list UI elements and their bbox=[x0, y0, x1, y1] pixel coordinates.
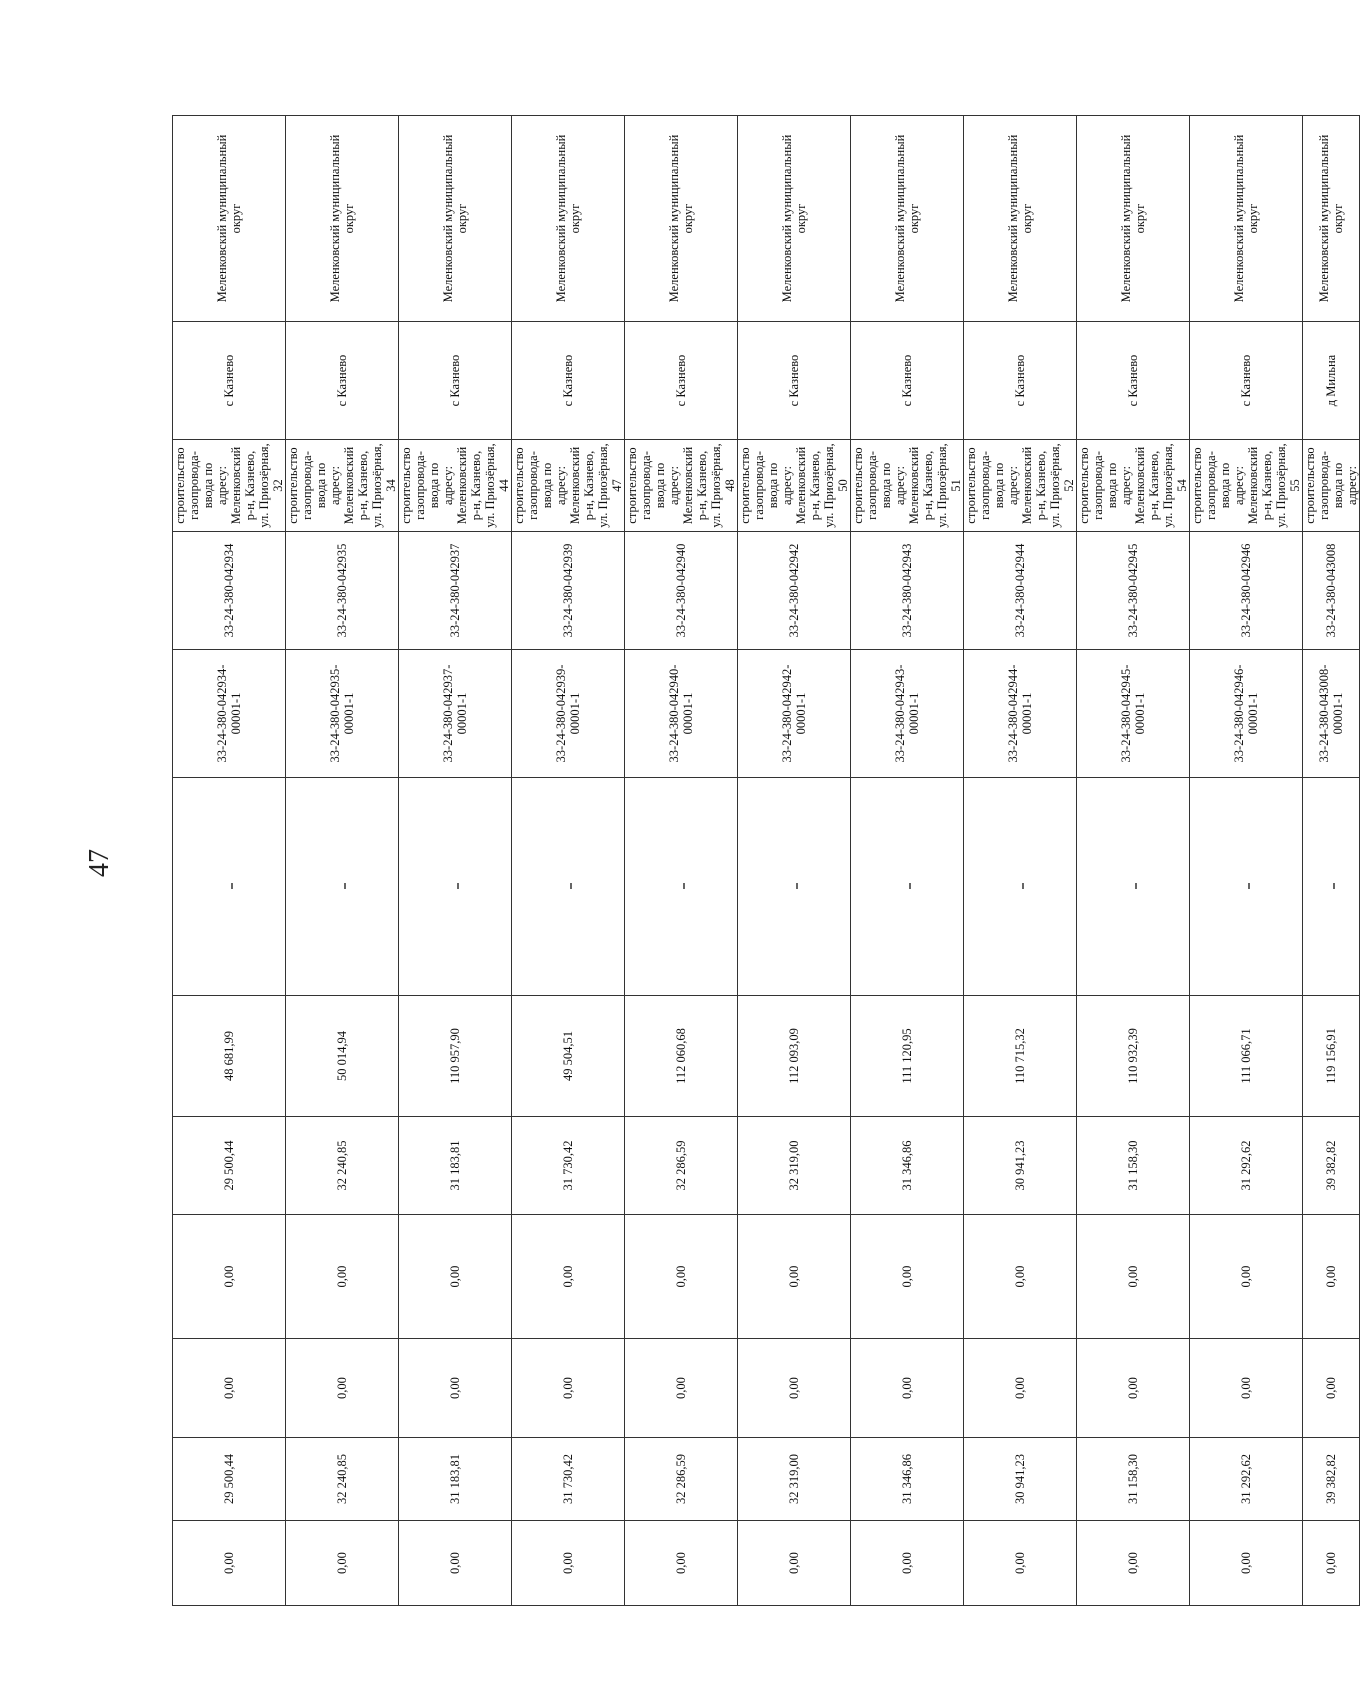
value-cell-col11: 0,00 bbox=[851, 1339, 964, 1438]
value-cell-col8: 50 014,94 bbox=[286, 996, 399, 1117]
table-row bbox=[173, 116, 286, 1606]
scan-mark bbox=[796, 884, 798, 890]
scan-mark bbox=[1248, 884, 1250, 890]
value-cell-col12: 30 941,23 bbox=[964, 1438, 1077, 1521]
value-cell-col13: 0,00 bbox=[738, 1521, 851, 1606]
mark-cell bbox=[286, 778, 399, 996]
locality-cell: с Казнево bbox=[964, 322, 1077, 440]
object-id-cell: 33-24-380-042937-00001-1 bbox=[399, 650, 512, 778]
mark-cell bbox=[851, 778, 964, 996]
mark-cell bbox=[738, 778, 851, 996]
scan-mark bbox=[1135, 884, 1137, 890]
object-description-cell: строительство газопровода-ввода по адресу: Меленковский р-н, Казнево, ул. Приозёрная, 48 bbox=[625, 440, 738, 532]
district-cell: Меленковский муниципальный округ bbox=[964, 116, 1077, 322]
cadastral-code-cell: 33-24-380-042940 bbox=[625, 532, 738, 650]
scan-mark bbox=[683, 884, 685, 890]
value-cell-col8: 110 715,32 bbox=[964, 996, 1077, 1117]
scan-mark bbox=[1333, 884, 1335, 890]
cadastral-code-cell: 33-24-380-042943 bbox=[851, 532, 964, 650]
mark-cell bbox=[1303, 778, 1360, 996]
value-cell-col13: 0,00 bbox=[286, 1521, 399, 1606]
table-row bbox=[625, 116, 738, 1606]
object-id-cell: 33-24-380-042944-00001-1 bbox=[964, 650, 1077, 778]
mark-cell bbox=[964, 778, 1077, 996]
scan-mark bbox=[570, 884, 572, 890]
district-cell: Меленковский муниципальный округ bbox=[512, 116, 625, 322]
table-row bbox=[964, 116, 1077, 1606]
value-cell-col10: 0,00 bbox=[1077, 1215, 1190, 1339]
value-cell-col9: 39 382,82 bbox=[1303, 1117, 1360, 1215]
value-cell-col11: 0,00 bbox=[173, 1339, 286, 1438]
value-cell-col8: 48 681,99 bbox=[173, 996, 286, 1117]
object-id-cell: 33-24-380-042942-00001-1 bbox=[738, 650, 851, 778]
value-cell-col13: 0,00 bbox=[1190, 1521, 1303, 1606]
object-id-cell: 33-24-380-043008-00001-1 bbox=[1303, 650, 1360, 778]
value-cell-col10: 0,00 bbox=[286, 1215, 399, 1339]
value-cell-col8: 119 156,91 bbox=[1303, 996, 1360, 1117]
value-cell-col8: 49 504,51 bbox=[512, 996, 625, 1117]
locality-cell: с Казнево bbox=[1190, 322, 1303, 440]
locality-cell: с Казнево bbox=[512, 322, 625, 440]
object-description-cell: строительство газопровода-ввода по адресу: Меленковский р-н, Казнево, ул. Приозёрная, 47 bbox=[512, 440, 625, 532]
object-description-cell: строительство газопровода-ввода по адресу: Меленковский р-н, Казнево, ул. Приозёрная, 52 bbox=[964, 440, 1077, 532]
object-id-cell: 33-24-380-042943-00001-1 bbox=[851, 650, 964, 778]
mark-cell bbox=[173, 778, 286, 996]
value-cell-col8: 112 093,09 bbox=[738, 996, 851, 1117]
value-cell-col9: 31 158,30 bbox=[1077, 1117, 1190, 1215]
value-cell-col12: 32 286,59 bbox=[625, 1438, 738, 1521]
cadastral-code-cell: 33-24-380-042939 bbox=[512, 532, 625, 650]
district-cell: Меленковский муниципальный округ bbox=[286, 116, 399, 322]
district-cell: Меленковский муниципальный округ bbox=[738, 116, 851, 322]
value-cell-col10: 0,00 bbox=[1303, 1215, 1360, 1339]
value-cell-col11: 0,00 bbox=[964, 1339, 1077, 1438]
object-id-cell: 33-24-380-042940-00001-1 bbox=[625, 650, 738, 778]
scan-mark bbox=[231, 884, 233, 890]
district-cell: Меленковский муниципальный округ bbox=[1303, 116, 1360, 322]
object-description-cell: строительство газопровода-ввода по адресу: Меленковский р-н, Казнево, ул. Приозёрная, 50 bbox=[738, 440, 851, 532]
object-id-cell: 33-24-380-042934-00001-1 bbox=[173, 650, 286, 778]
value-cell-col10: 0,00 bbox=[173, 1215, 286, 1339]
value-cell-col9: 30 941,23 bbox=[964, 1117, 1077, 1215]
table-body bbox=[173, 116, 1360, 1606]
locality-cell: д Мильна bbox=[1303, 322, 1360, 440]
value-cell-col11: 0,00 bbox=[625, 1339, 738, 1438]
mark-cell bbox=[512, 778, 625, 996]
district-cell: Меленковский муниципальный округ bbox=[1190, 116, 1303, 322]
locality-cell: с Казнево bbox=[173, 322, 286, 440]
scan-mark bbox=[457, 884, 459, 890]
cadastral-code-cell: 33-24-380-042945 bbox=[1077, 532, 1190, 650]
value-cell-col10: 0,00 bbox=[964, 1215, 1077, 1339]
page-number: 47 bbox=[84, 849, 115, 877]
district-cell: Меленковский муниципальный округ bbox=[399, 116, 512, 322]
mark-cell bbox=[399, 778, 512, 996]
value-cell-col9: 31 183,81 bbox=[399, 1117, 512, 1215]
district-cell: Меленковский муниципальный округ bbox=[851, 116, 964, 322]
scan-mark bbox=[909, 884, 911, 890]
value-cell-col11: 0,00 bbox=[738, 1339, 851, 1438]
object-description-cell: строительство газопровода-ввода по адресу: Меленковский р-н, Казнево, ул. Приозёрная, 32 bbox=[173, 440, 286, 532]
locality-cell: с Казнево bbox=[399, 322, 512, 440]
locality-cell: с Казнево bbox=[286, 322, 399, 440]
value-cell-col9: 31 730,42 bbox=[512, 1117, 625, 1215]
object-id-cell: 33-24-380-042939-00001-1 bbox=[512, 650, 625, 778]
value-cell-col13: 0,00 bbox=[625, 1521, 738, 1606]
cadastral-code-cell: 33-24-380-042942 bbox=[738, 532, 851, 650]
value-cell-col9: 31 292,62 bbox=[1190, 1117, 1303, 1215]
cadastral-code-cell: 33-24-380-043008 bbox=[1303, 532, 1360, 650]
table-row bbox=[399, 116, 512, 1606]
value-cell-col9: 32 286,59 bbox=[625, 1117, 738, 1215]
object-id-cell: 33-24-380-042946-00001-1 bbox=[1190, 650, 1303, 778]
value-cell-col12: 32 240,85 bbox=[286, 1438, 399, 1521]
value-cell-col11: 0,00 bbox=[1303, 1339, 1360, 1438]
object-description-cell: строительство газопровода-ввода по адресу: Меленковский р-н, Казнево, ул. Приозёрная, 54 bbox=[1077, 440, 1190, 532]
value-cell-col10: 0,00 bbox=[738, 1215, 851, 1339]
object-id-cell: 33-24-380-042935-00001-1 bbox=[286, 650, 399, 778]
value-cell-col10: 0,00 bbox=[399, 1215, 512, 1339]
cadastral-code-cell: 33-24-380-042937 bbox=[399, 532, 512, 650]
object-description-cell: строительство газопровода-ввода по адресу: Меленковский р-н, Казнево, ул. Приозёрная, 34 bbox=[286, 440, 399, 532]
locality-cell: с Казнево bbox=[1077, 322, 1190, 440]
district-cell: Меленковский муниципальный округ bbox=[1077, 116, 1190, 322]
scan-mark bbox=[1022, 884, 1024, 890]
table-row bbox=[286, 116, 399, 1606]
value-cell-col13: 0,00 bbox=[512, 1521, 625, 1606]
value-cell-col8: 110 932,39 bbox=[1077, 996, 1190, 1117]
registry-table bbox=[172, 115, 1360, 1606]
table-row bbox=[1077, 116, 1190, 1606]
mark-cell bbox=[1190, 778, 1303, 996]
object-description-cell: строительство газопровода-ввода по адресу: Меленковский р-н, Казнево, ул. Приозёрная, 51 bbox=[851, 440, 964, 532]
value-cell-col12: 39 382,82 bbox=[1303, 1438, 1360, 1521]
scan-mark bbox=[344, 884, 346, 890]
locality-cell: с Казнево bbox=[625, 322, 738, 440]
value-cell-col12: 32 319,00 bbox=[738, 1438, 851, 1521]
value-cell-col8: 112 060,68 bbox=[625, 996, 738, 1117]
district-cell: Меленковский муниципальный округ bbox=[625, 116, 738, 322]
object-description-cell: строительство газопровода-ввода по адресу: bbox=[1303, 440, 1360, 532]
value-cell-col13: 0,00 bbox=[1303, 1521, 1360, 1606]
object-description-cell: строительство газопровода-ввода по адресу: Меленковский р-н, Казнево, ул. Приозёрная, 55 bbox=[1190, 440, 1303, 532]
table-row bbox=[738, 116, 851, 1606]
value-cell-col8: 111 120,95 bbox=[851, 996, 964, 1117]
value-cell-col9: 32 240,85 bbox=[286, 1117, 399, 1215]
value-cell-col13: 0,00 bbox=[851, 1521, 964, 1606]
cadastral-code-cell: 33-24-380-042944 bbox=[964, 532, 1077, 650]
cadastral-code-cell: 33-24-380-042934 bbox=[173, 532, 286, 650]
cadastral-code-cell: 33-24-380-042946 bbox=[1190, 532, 1303, 650]
value-cell-col12: 31 346,86 bbox=[851, 1438, 964, 1521]
value-cell-col9: 31 346,86 bbox=[851, 1117, 964, 1215]
object-id-cell: 33-24-380-042945-00001-1 bbox=[1077, 650, 1190, 778]
table-row bbox=[851, 116, 964, 1606]
table-row bbox=[1190, 116, 1303, 1606]
district-cell: Меленковский муниципальный округ bbox=[173, 116, 286, 322]
value-cell-col13: 0,00 bbox=[1077, 1521, 1190, 1606]
value-cell-col13: 0,00 bbox=[173, 1521, 286, 1606]
value-cell-col11: 0,00 bbox=[399, 1339, 512, 1438]
value-cell-col8: 110 957,90 bbox=[399, 996, 512, 1117]
locality-cell: с Казнево bbox=[738, 322, 851, 440]
value-cell-col11: 0,00 bbox=[1190, 1339, 1303, 1438]
value-cell-col10: 0,00 bbox=[512, 1215, 625, 1339]
table-row bbox=[1303, 116, 1360, 1606]
value-cell-col8: 111 066,71 bbox=[1190, 996, 1303, 1117]
mark-cell bbox=[625, 778, 738, 996]
value-cell-col10: 0,00 bbox=[625, 1215, 738, 1339]
value-cell-col12: 31 158,30 bbox=[1077, 1438, 1190, 1521]
value-cell-col10: 0,00 bbox=[1190, 1215, 1303, 1339]
table-row bbox=[512, 116, 625, 1606]
value-cell-col13: 0,00 bbox=[964, 1521, 1077, 1606]
value-cell-col10: 0,00 bbox=[851, 1215, 964, 1339]
value-cell-col12: 31 183,81 bbox=[399, 1438, 512, 1521]
value-cell-col11: 0,00 bbox=[1077, 1339, 1190, 1438]
cadastral-code-cell: 33-24-380-042935 bbox=[286, 532, 399, 650]
value-cell-col9: 32 319,00 bbox=[738, 1117, 851, 1215]
registry-table-wrapper bbox=[172, 116, 1359, 1606]
value-cell-col11: 0,00 bbox=[512, 1339, 625, 1438]
value-cell-col9: 29 500,44 bbox=[173, 1117, 286, 1215]
value-cell-col11: 0,00 bbox=[286, 1339, 399, 1438]
value-cell-col13: 0,00 bbox=[399, 1521, 512, 1606]
locality-cell: с Казнево bbox=[851, 322, 964, 440]
value-cell-col12: 31 730,42 bbox=[512, 1438, 625, 1521]
object-description-cell: строительство газопровода-ввода по адресу: Меленковский р-н, Казнево, ул. Приозёрная, 44 bbox=[399, 440, 512, 532]
mark-cell bbox=[1077, 778, 1190, 996]
value-cell-col12: 29 500,44 bbox=[173, 1438, 286, 1521]
value-cell-col12: 31 292,62 bbox=[1190, 1438, 1303, 1521]
